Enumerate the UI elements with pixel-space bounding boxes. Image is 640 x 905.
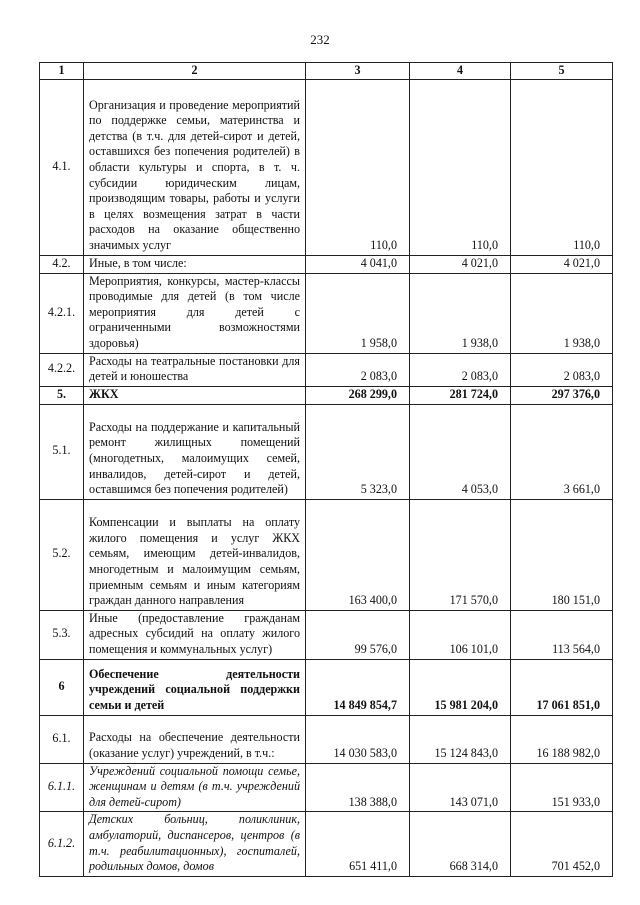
- table-row: [40, 353, 613, 386]
- row-description: Организация и проведение мероприятий по поддержке семьи, материнства и детства (в т.ч. для детей-сирот и детей, оставшихся без попечения родителей) в области культуры и спорта, в т. ч. субсидии юридическим лицам, производящим товары, работы и услуги в целях возмещения затрат в части расходов на оказание общественно значимых услуг: [84, 79, 306, 255]
- value-col-4: 4 053,0: [410, 404, 511, 499]
- value-col-4: 171 570,0: [410, 499, 511, 610]
- row-number: 5.3.: [40, 610, 84, 659]
- table-header-row: [40, 63, 613, 80]
- value-col-4: 15 981 204,0: [410, 659, 511, 715]
- table-row: [40, 273, 613, 353]
- value-col-4: 106 101,0: [410, 610, 511, 659]
- row-number: 6: [40, 659, 84, 715]
- value-col-3: 163 400,0: [306, 499, 410, 610]
- row-description: ЖКХ: [84, 386, 306, 404]
- value-col-3: 1 958,0: [306, 273, 410, 353]
- row-description: Расходы на обеспечение деятельности (оказание услуг) учреждений, в т.ч.:: [84, 715, 306, 763]
- table-row: [40, 763, 613, 812]
- value-col-3: 5 323,0: [306, 404, 410, 499]
- row-description: Иные (предоставление гражданам адресных субсидий на оплату жилого помещения и коммунальных услуг): [84, 610, 306, 659]
- row-number: 6.1.1.: [40, 763, 84, 812]
- value-col-5: 110,0: [511, 79, 613, 255]
- row-description: Расходы на театральные постановки для детей и юношества: [84, 353, 306, 386]
- value-col-5: 151 933,0: [511, 763, 613, 812]
- value-col-3: 2 083,0: [306, 353, 410, 386]
- value-col-5: 297 376,0: [511, 386, 613, 404]
- header-col-2: 2: [84, 63, 306, 80]
- value-col-4: 143 071,0: [410, 763, 511, 812]
- value-col-5: 3 661,0: [511, 404, 613, 499]
- page-number: 232: [310, 32, 330, 47]
- value-col-3: 4 041,0: [306, 255, 410, 273]
- value-col-5: 2 083,0: [511, 353, 613, 386]
- value-col-4: 15 124 843,0: [410, 715, 511, 763]
- value-col-5: 1 938,0: [511, 273, 613, 353]
- value-col-4: 281 724,0: [410, 386, 511, 404]
- row-number: 5.: [40, 386, 84, 404]
- value-col-4: 668 314,0: [410, 812, 511, 876]
- value-col-3: 138 388,0: [306, 763, 410, 812]
- value-col-5: 16 188 982,0: [511, 715, 613, 763]
- value-col-5: 4 021,0: [511, 255, 613, 273]
- table-row: [40, 659, 613, 715]
- table-row: [40, 812, 613, 876]
- row-number: 6.1.: [40, 715, 84, 763]
- value-col-3: 268 299,0: [306, 386, 410, 404]
- value-col-4: 1 938,0: [410, 273, 511, 353]
- table-row: [40, 386, 613, 404]
- row-description: Учреждений социальной помощи семье, женщинам и детям (в т.ч. учреждений для детей-сирот): [84, 763, 306, 812]
- row-number: 4.2.: [40, 255, 84, 273]
- value-col-4: 110,0: [410, 79, 511, 255]
- value-col-3: 14 030 583,0: [306, 715, 410, 763]
- row-number: 4.2.2.: [40, 353, 84, 386]
- table-row: [40, 255, 613, 273]
- row-description: Компенсации и выплаты на оплату жилого помещения и услуг ЖКХ семьям, имеющим детей-инвалидов, многодетным и малоимущим семьям, приемным семьям и иным категориям граждан данного направления: [84, 499, 306, 610]
- row-number: 4.1.: [40, 79, 84, 255]
- header-col-3: 3: [306, 63, 410, 80]
- value-col-5: 17 061 851,0: [511, 659, 613, 715]
- row-description: Расходы на поддержание и капитальный ремонт жилищных помещений (многодетных, малоимущих семей, инвалидов, детей-сирот и детей, оставшимся без попечения родителей): [84, 404, 306, 499]
- value-col-3: 110,0: [306, 79, 410, 255]
- row-number: 5.1.: [40, 404, 84, 499]
- header-col-4: 4: [410, 63, 511, 80]
- row-number: 6.1.2.: [40, 812, 84, 876]
- value-col-5: 180 151,0: [511, 499, 613, 610]
- header-col-1: 1: [40, 63, 84, 80]
- value-col-3: 99 576,0: [306, 610, 410, 659]
- value-col-4: 4 021,0: [410, 255, 511, 273]
- table-row: [40, 610, 613, 659]
- row-number: 4.2.1.: [40, 273, 84, 353]
- value-col-5: 701 452,0: [511, 812, 613, 876]
- row-number: 5.2.: [40, 499, 84, 610]
- value-col-3: 14 849 854,7: [306, 659, 410, 715]
- header-col-5: 5: [511, 63, 613, 80]
- table-row: [40, 79, 613, 255]
- row-description: Детских больниц, поликлиник, амбулаторий, диспансеров, центров (в т.ч. реабилитационных), госпиталей, родильных домов, домов: [84, 812, 306, 876]
- value-col-4: 2 083,0: [410, 353, 511, 386]
- value-col-3: 651 411,0: [306, 812, 410, 876]
- table-row: [40, 404, 613, 499]
- table-row: [40, 715, 613, 763]
- budget-table: [39, 62, 613, 877]
- row-description: Обеспечение деятельности учреждений социальной поддержки семьи и детей: [84, 659, 306, 715]
- value-col-5: 113 564,0: [511, 610, 613, 659]
- row-description: Мероприятия, конкурсы, мастер-классы проводимые для детей (в том числе мероприятия для детей с ограниченными возможностями здоровья): [84, 273, 306, 353]
- table-row: [40, 499, 613, 610]
- row-description: Иные, в том числе:: [84, 255, 306, 273]
